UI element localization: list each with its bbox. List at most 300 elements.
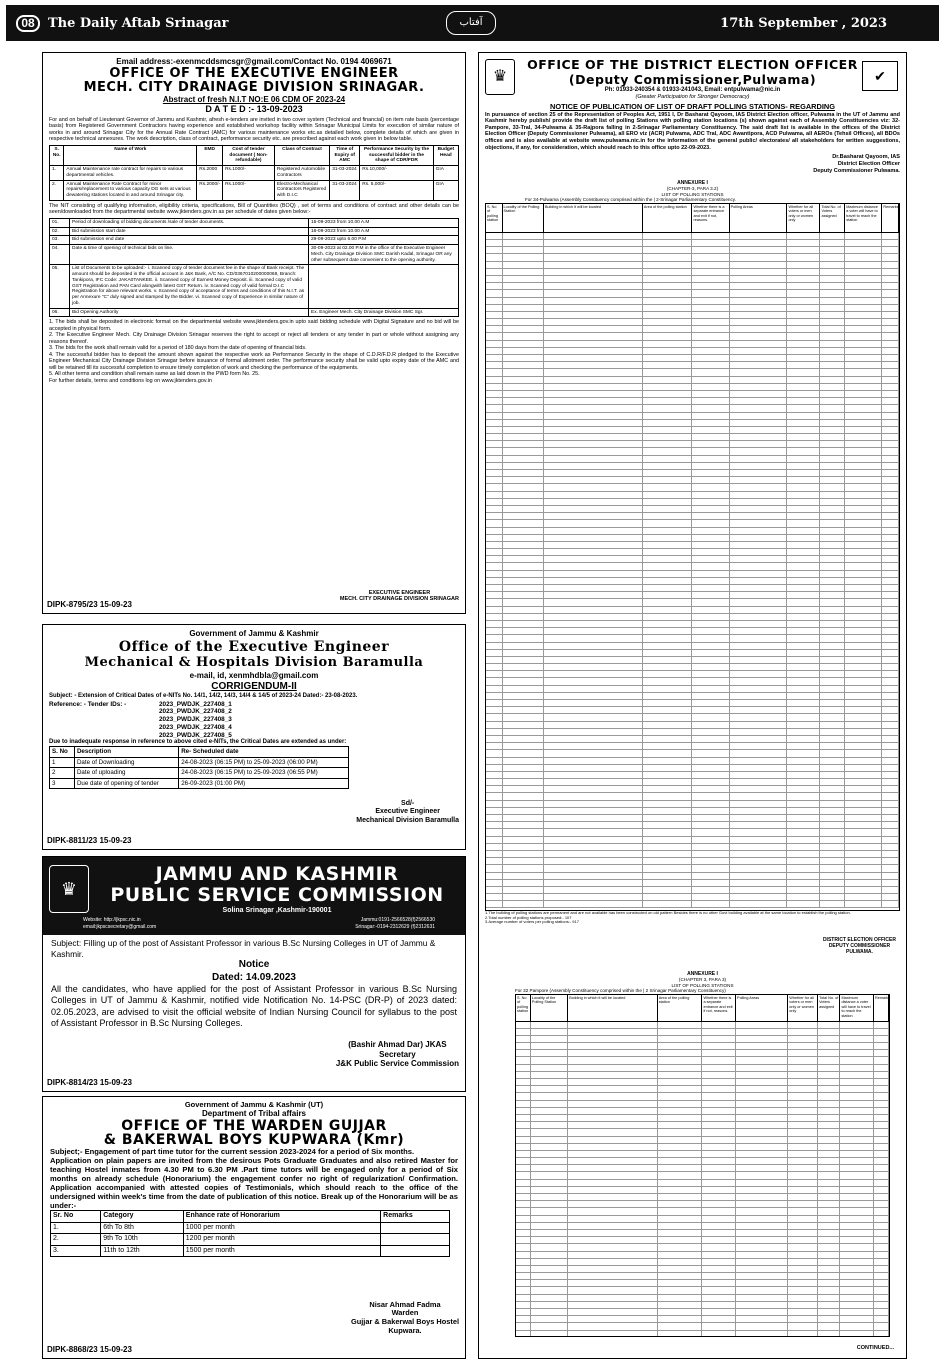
table-cell xyxy=(882,247,899,253)
table-cell xyxy=(503,377,544,383)
table-cell xyxy=(692,556,729,562)
table-row xyxy=(516,1259,889,1266)
table-cell xyxy=(486,506,503,512)
table-cell xyxy=(692,520,729,526)
table-cell xyxy=(845,528,882,534)
table-cell xyxy=(531,1230,568,1236)
table-cell xyxy=(692,369,729,375)
table-cell xyxy=(882,607,899,613)
table-cell xyxy=(503,520,544,526)
table-cell xyxy=(845,628,882,634)
table-cell xyxy=(882,298,899,304)
table-cell xyxy=(787,621,820,627)
table-cell xyxy=(788,1208,818,1214)
table-cell xyxy=(820,592,845,598)
table-cell xyxy=(874,1302,889,1308)
table-cell xyxy=(692,427,729,433)
table-cell xyxy=(486,556,503,562)
dipk-number: DIPK-8811/23 15-09-23 xyxy=(47,836,132,846)
signer-name: Dr.Basharat Qayoom, IAS xyxy=(832,154,900,161)
table-cell xyxy=(692,707,729,713)
table-cell xyxy=(787,262,820,268)
table-cell xyxy=(692,312,729,318)
table-cell xyxy=(531,1086,568,1092)
table-cell xyxy=(643,801,693,807)
chapter-ref: (CHAPTER-3, PARA 3.2) xyxy=(666,186,719,192)
table-cell xyxy=(818,1057,840,1063)
table-cell xyxy=(882,693,899,699)
table-cell xyxy=(787,427,820,433)
table-cell xyxy=(658,1273,703,1279)
table-cell xyxy=(882,448,899,454)
table-cell xyxy=(486,700,503,706)
table-cell xyxy=(658,1244,703,1250)
table-cell xyxy=(516,1259,531,1265)
dated: D A T E D :- 13-09-2023 xyxy=(205,104,303,115)
table-cell xyxy=(820,643,845,649)
table-cell xyxy=(503,858,544,864)
condition-item: 5. All other terms and condition shall remain same as laid down in the PWD form No. 25. xyxy=(49,371,260,378)
table-cell xyxy=(516,1036,531,1042)
table-cell xyxy=(787,707,820,713)
table-cell xyxy=(643,290,693,296)
table-cell xyxy=(503,693,544,699)
dates-table xyxy=(49,746,349,789)
table-cell xyxy=(643,880,693,886)
table-cell xyxy=(874,1036,889,1042)
table-cell xyxy=(544,420,643,426)
table-row xyxy=(486,506,899,513)
table-cell xyxy=(692,456,729,462)
table-cell xyxy=(787,305,820,311)
table-cell xyxy=(840,1259,874,1265)
table-row xyxy=(486,779,899,786)
table-cell xyxy=(730,837,788,843)
table-cell xyxy=(544,556,643,562)
table-cell xyxy=(820,319,845,325)
table-cell xyxy=(820,362,845,368)
table-cell xyxy=(730,664,788,670)
table-cell xyxy=(874,1079,889,1085)
table-cell xyxy=(882,549,899,555)
table-cell xyxy=(486,779,503,785)
table-header: Remarks xyxy=(381,1211,450,1222)
table-cell xyxy=(643,873,693,879)
table-cell: 2. xyxy=(51,1234,101,1245)
table-cell xyxy=(882,858,899,864)
table-cell xyxy=(658,1237,703,1243)
table-cell xyxy=(544,571,643,577)
table-cell xyxy=(503,592,544,598)
table-cell xyxy=(845,563,882,569)
reference-label: Reference: - Tender IDs: - xyxy=(49,700,127,708)
table-cell xyxy=(736,1043,788,1049)
table-cell xyxy=(643,571,693,577)
table-cell xyxy=(787,298,820,304)
table-cell xyxy=(486,254,503,260)
signer-name: Nisar Ahmad Fadma xyxy=(369,1299,441,1309)
table-cell xyxy=(818,1266,840,1272)
table-row xyxy=(486,377,899,384)
table-cell xyxy=(503,254,544,260)
table-cell xyxy=(568,1244,658,1250)
table-cell xyxy=(486,822,503,828)
table-cell xyxy=(730,269,788,275)
table-cell xyxy=(658,1316,703,1322)
table-cell xyxy=(503,384,544,390)
table-cell xyxy=(882,499,899,505)
table-cell xyxy=(736,1273,788,1279)
table-cell xyxy=(820,463,845,469)
table-cell xyxy=(730,362,788,368)
table-cell xyxy=(787,801,820,807)
table-cell xyxy=(787,362,820,368)
table-cell xyxy=(787,635,820,641)
table-cell xyxy=(845,772,882,778)
table-cell: Rs.2000 xyxy=(197,166,223,181)
table-cell xyxy=(787,369,820,375)
table-cell xyxy=(845,837,882,843)
table-cell xyxy=(503,729,544,735)
table-cell xyxy=(736,1108,788,1114)
table-cell xyxy=(882,765,899,771)
column-header: Polling Areas xyxy=(730,204,788,232)
table-cell xyxy=(486,520,503,526)
table-cell xyxy=(730,750,788,756)
table-cell xyxy=(882,233,899,239)
table-cell xyxy=(788,1036,818,1042)
table-cell xyxy=(503,398,544,404)
table-cell xyxy=(845,276,882,282)
table-cell xyxy=(820,233,845,239)
table-cell xyxy=(692,492,729,498)
table-cell xyxy=(730,729,788,735)
table-cell xyxy=(736,1323,788,1329)
table-cell: 2 xyxy=(50,768,75,778)
table-cell xyxy=(692,262,729,268)
table-row xyxy=(51,1245,450,1256)
table-cell xyxy=(845,793,882,799)
table-cell xyxy=(882,290,899,296)
table-cell xyxy=(788,1273,818,1279)
table-cell xyxy=(874,1043,889,1049)
column-header: Maximum distance a voter will have to travel to reach the station xyxy=(845,204,882,232)
table-cell xyxy=(544,549,643,555)
table-cell xyxy=(503,736,544,742)
table-cell xyxy=(840,1208,874,1214)
table-cell xyxy=(486,499,503,505)
table-cell xyxy=(531,1252,568,1258)
phone-srinagar: Srinagar:-0194-2312629 (f)2312631 xyxy=(355,924,435,930)
table-cell xyxy=(820,484,845,490)
table-cell xyxy=(544,441,643,447)
table-cell xyxy=(730,571,788,577)
table-cell xyxy=(503,614,544,620)
table-cell xyxy=(845,427,882,433)
table-cell xyxy=(516,1316,531,1322)
table-cell xyxy=(882,880,899,886)
table-cell xyxy=(692,671,729,677)
table-cell xyxy=(882,391,899,397)
table-cell xyxy=(845,873,882,879)
table-cell xyxy=(730,556,788,562)
table-cell xyxy=(531,1115,568,1121)
table-cell xyxy=(820,513,845,519)
table-cell xyxy=(787,772,820,778)
table-cell xyxy=(544,700,643,706)
table-cell xyxy=(882,283,899,289)
table-cell xyxy=(643,362,693,368)
table-cell xyxy=(840,1093,874,1099)
condition-item: For further details, terms and conditions log on www.jktenders.gov.in xyxy=(49,377,212,384)
table-cell xyxy=(503,599,544,605)
table-cell xyxy=(874,1194,889,1200)
table-cell xyxy=(787,269,820,275)
table-cell xyxy=(874,1057,889,1063)
table-cell xyxy=(503,420,544,426)
table-cell xyxy=(544,793,643,799)
table-cell xyxy=(702,1151,736,1157)
table-cell xyxy=(658,1144,703,1150)
table-cell xyxy=(845,448,882,454)
table-cell xyxy=(702,1302,736,1308)
table-cell xyxy=(730,657,788,663)
table-cell xyxy=(818,1259,840,1265)
table-cell xyxy=(736,1057,788,1063)
table-cell xyxy=(736,1151,788,1157)
table-cell xyxy=(692,714,729,720)
table-cell xyxy=(486,815,503,821)
table-row xyxy=(486,341,899,348)
table-cell xyxy=(788,1144,818,1150)
table-cell xyxy=(730,880,788,886)
table-cell xyxy=(820,520,845,526)
table-cell xyxy=(874,1086,889,1092)
schedule-cell: Ex. Engineer Mech. City Drainage Division SMC Sgr. xyxy=(309,308,459,317)
table-cell xyxy=(486,484,503,490)
table-row xyxy=(486,578,899,585)
table-cell xyxy=(544,405,643,411)
table-cell xyxy=(788,1287,818,1293)
column-header: Building in which it will be located xyxy=(568,995,658,1021)
table-cell xyxy=(820,391,845,397)
table-cell xyxy=(882,750,899,756)
table-cell xyxy=(730,736,788,742)
table-cell xyxy=(643,312,693,318)
table-cell xyxy=(516,1194,531,1200)
table-cell xyxy=(486,571,503,577)
table-cell xyxy=(516,1122,531,1128)
footnote-3: 3.Average number of voters per polling stations:- 917 xyxy=(485,919,579,925)
table-cell xyxy=(381,1245,450,1256)
table-cell xyxy=(730,305,788,311)
table-cell xyxy=(643,549,693,555)
table-row xyxy=(486,434,899,441)
table-cell xyxy=(503,312,544,318)
notice-date: Dated: 14.09.2023 xyxy=(212,971,296,983)
table-cell xyxy=(658,1065,703,1071)
table-cell xyxy=(882,758,899,764)
polling-table-34-pulwama xyxy=(485,233,900,911)
table-cell xyxy=(730,592,788,598)
table-cell xyxy=(643,815,693,821)
table-cell xyxy=(845,470,882,476)
table-cell xyxy=(845,312,882,318)
table-row xyxy=(486,801,899,808)
schedule-cell: Bid submission start date xyxy=(70,227,309,236)
table-cell xyxy=(486,722,503,728)
table-header: Category xyxy=(101,1211,184,1222)
table-cell xyxy=(845,305,882,311)
table-cell xyxy=(544,254,643,260)
table-cell xyxy=(692,750,729,756)
table-row xyxy=(486,369,899,376)
table-cell xyxy=(531,1093,568,1099)
contact-line: Ph: 01933-240354 & 01933-241043, Email: entpulwama@nic.in xyxy=(604,87,781,93)
table-cell xyxy=(787,786,820,792)
table-cell xyxy=(516,1086,531,1092)
table-cell xyxy=(840,1029,874,1035)
table-cell xyxy=(544,290,643,296)
table-cell xyxy=(503,621,544,627)
table-row xyxy=(486,319,899,326)
table-cell xyxy=(643,448,693,454)
table-cell xyxy=(788,1280,818,1286)
table-cell xyxy=(818,1187,840,1193)
table-cell xyxy=(568,1309,658,1315)
table-cell xyxy=(818,1022,840,1028)
table-cell xyxy=(787,743,820,749)
table-cell xyxy=(643,901,693,907)
table-cell xyxy=(643,563,693,569)
table-cell xyxy=(544,736,643,742)
table-cell xyxy=(820,822,845,828)
table-cell xyxy=(531,1244,568,1250)
table-cell xyxy=(486,233,503,239)
table-cell xyxy=(788,1230,818,1236)
table-cell: Due date of opening of tender xyxy=(74,778,178,788)
table-cell xyxy=(787,420,820,426)
table-cell xyxy=(503,772,544,778)
list-heading: LIST OF POLLING STATIONS xyxy=(661,191,724,197)
table-row xyxy=(486,384,899,391)
table-cell xyxy=(788,1223,818,1229)
table-cell xyxy=(486,750,503,756)
column-header: Area of the polling station xyxy=(658,995,703,1021)
table-row xyxy=(486,333,899,340)
table-cell xyxy=(788,1079,818,1085)
table-cell xyxy=(882,664,899,670)
table-cell xyxy=(658,1036,703,1042)
table-cell xyxy=(787,880,820,886)
table-cell xyxy=(730,276,788,282)
table-cell xyxy=(516,1223,531,1229)
table-cell xyxy=(692,326,729,332)
table-cell xyxy=(882,657,899,663)
table-row xyxy=(486,348,899,355)
table-cell xyxy=(820,599,845,605)
table-cell xyxy=(486,535,503,541)
table-cell xyxy=(787,254,820,260)
table-cell xyxy=(818,1208,840,1214)
table-cell xyxy=(840,1295,874,1301)
table-cell xyxy=(516,1273,531,1279)
table-cell xyxy=(820,492,845,498)
table-cell xyxy=(820,736,845,742)
table-cell xyxy=(486,319,503,325)
table-cell xyxy=(787,664,820,670)
table-cell xyxy=(787,283,820,289)
table-cell xyxy=(882,829,899,835)
table-row xyxy=(486,686,899,693)
table-cell xyxy=(882,786,899,792)
table-cell xyxy=(702,1201,736,1207)
table-cell xyxy=(643,298,693,304)
table-cell xyxy=(692,254,729,260)
table-row xyxy=(486,456,899,463)
table-cell xyxy=(544,513,643,519)
table-cell xyxy=(730,650,788,656)
table-row xyxy=(486,722,899,729)
polling-table-32-pampore xyxy=(515,1022,890,1337)
table-cell xyxy=(503,607,544,613)
table-cell xyxy=(736,1316,788,1322)
table-cell xyxy=(503,477,544,483)
table-cell xyxy=(544,671,643,677)
table-cell xyxy=(486,614,503,620)
table-cell xyxy=(544,506,643,512)
table-row xyxy=(486,671,899,678)
table-cell xyxy=(544,643,643,649)
table-cell xyxy=(818,1165,840,1171)
table-cell xyxy=(503,779,544,785)
table-cell xyxy=(882,405,899,411)
table-cell xyxy=(730,333,788,339)
table-cell xyxy=(787,384,820,390)
table-cell xyxy=(730,434,788,440)
table-cell xyxy=(692,542,729,548)
table-cell xyxy=(787,240,820,246)
table-cell: GIA xyxy=(433,180,458,200)
table-cell xyxy=(882,276,899,282)
table-cell xyxy=(874,1180,889,1186)
table-cell xyxy=(658,1194,703,1200)
table-cell xyxy=(788,1151,818,1157)
table-cell xyxy=(486,664,503,670)
table-cell xyxy=(544,599,643,605)
table-cell xyxy=(692,355,729,361)
column-header: S. No of polling station xyxy=(516,995,531,1021)
table-cell xyxy=(568,1323,658,1329)
table-cell xyxy=(486,894,503,900)
table-cell xyxy=(820,815,845,821)
table-cell xyxy=(544,607,643,613)
table-cell xyxy=(730,887,788,893)
table-cell xyxy=(840,1086,874,1092)
table-cell: Electro-Mechanical Contractors Registered with D.I.C xyxy=(274,180,329,200)
table-cell xyxy=(882,441,899,447)
table-cell xyxy=(658,1230,703,1236)
table-cell xyxy=(486,405,503,411)
table-cell xyxy=(531,1122,568,1128)
table-cell xyxy=(730,298,788,304)
table-cell xyxy=(818,1115,840,1121)
table-cell xyxy=(787,513,820,519)
table-row xyxy=(516,1230,889,1237)
table-cell xyxy=(736,1252,788,1258)
table-cell xyxy=(486,413,503,419)
table-cell xyxy=(818,1273,840,1279)
